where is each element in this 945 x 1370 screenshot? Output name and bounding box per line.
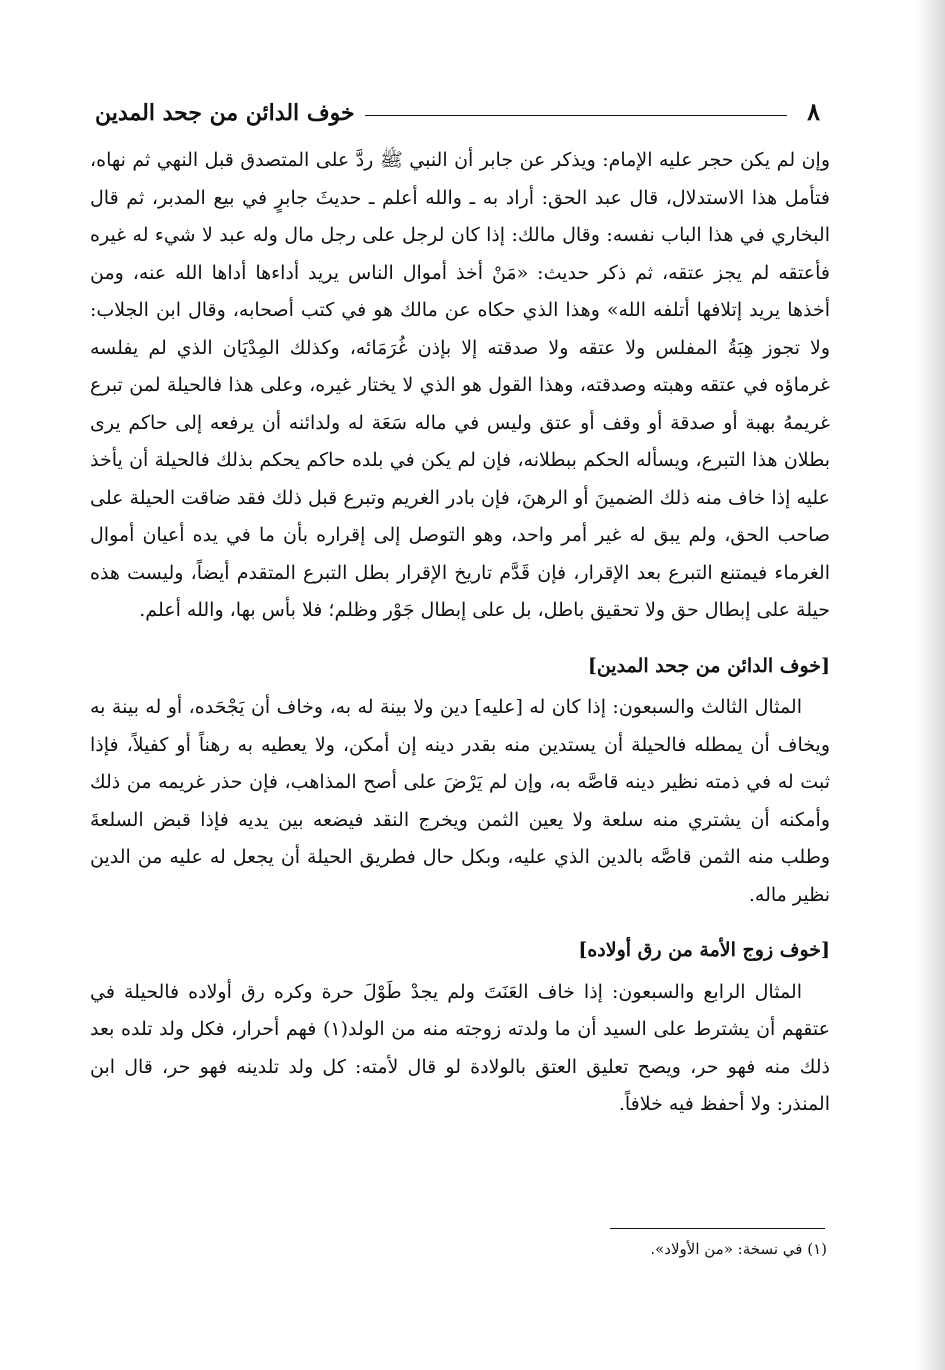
footnote-separator [610,1228,825,1229]
paragraph: المثال الثالث والسبعون: إذا كان له [عليه] دين ولا بينة له به، وخاف أن يَجْحَده، أو له بينة به ويخاف أن يمطله فالحيلة أن يستدين منه بقدر دينه إن أمكن، ولا يعطيه به رهناً أو كفيلاً، فإذا ثبت له في ذمته نظير دينه قاصَّه به، وإن لم يَرْضَ على أصح المذاهب، فإن حذر غريمه من ذلك وأمكنه أن يشتري منه سلعة ولا يعين الثمن ويخرج النقد فيضعه بين يديه فإذا قبض السلعةَ وطلب منه الثمن قاصَّه بالدين الذي عليه، وبكل حال فطريق الحيلة أن يجعل له عليه من الدين نظير ماله. [90,696,830,906]
paragraph: وإن لم يكن حجر عليه الإمام: ويذكر عن جابر أن النبي ﷺ ردَّ على المتصدق قبل النهي ثم نهاه، فتأمل هذا الاستدلال، قال عبد الحق: أراد به ـ والله أعلم ـ حديثَ جابرٍ في بيع المدبر، ثم قال البخاري في هذا الباب نفسه: وقال مالك: إذا كان لرجل على رجل مال وله عبد لا شيء له غيره فأعتقه لم يجز عتقه، ثم ذكر حديث: «مَنْ أخذ أموال الناس يريد أداءها أداها الله عنه، ومن أخذها يريد إتلافها أتلفه الله» وهذا الذي حكاه عن مالك هو في كتب أصحابه، وقال ابن الجلاب: ولا تجوز هِبَةُ المفلس ولا عتقه ولا صدقته إلا بإذن غُرَمَائه، وكذلك المِدْيَان الذي لم يفلسه غرماؤه في عتقه وهبته وصدقته، وهذا القول هو الذي لا يختار غيره، وعلى هذا فالحيلة لمن تبرع غريمهُ بهبة أو صدقة أو وقف أو عتق وليس في ماله سَعَة له ولدائنه أن يرفعه إلى حاكم يرى بطلان هذا التبرع، ويسأله الحكم ببطلانه، فإن لم يكن في بلده حاكم يحكم بذلك فالحيلة أن يأخذ عليه إذا خاف منه ذلك الضمينَ أو الرهنَ، فإن بادر الغريم وتبرع قبل ذلك فقد ضاقت الحيلة على صاحب الحق، ولم يبق له غير أمر واحد، وهو التوصل إلى إقراره بأن ما في يده أعيان أموال الغرماء فيمتنع التبرع بعد الإقرار، فإن قَدَّم تاريخ الإقرار بطل التبرع المتقدم أيضاً، وليست هذه حيلة على إبطال حق ولا تحقيق باطل، بل على إبطال جَوْر وظلم؛ فلا بأس بها، والله أعلم. [90,149,830,621]
running-head [95,92,820,124]
running-title: خوف الدائن من جحد المدين [95,100,355,126]
page-edge-shadow [915,0,945,1370]
footnote: (١) في نسخة: «من الأولاد». [650,1240,827,1258]
main-text [90,142,830,1124]
section-heading: [خوف زوج الأمة من رق أولاده] [578,939,830,961]
paragraph: المثال الرابع والسبعون: إذا خاف العَنَتَ ولم يجدْ طَوْلَ حرة وكره رق أولاده فالحيلة في عتقهم أن يشترط على السيد أن ما ولدته زوجته منه من الولد(١) فهم أحرار، فكل ولد تلده بعد ذلك منه فهو حر، ويصح تعليق العتق بالولادة لو قال لأمته: كل ولد تلدينه فهو حر، قال ابن المنذر: ولا أحفظ فيه خلافاً. [90,980,830,1115]
section-heading: [خوف الدائن من جحد المدين] [587,654,830,677]
page-number: ٨ [807,97,820,126]
header-rule [365,115,788,116]
